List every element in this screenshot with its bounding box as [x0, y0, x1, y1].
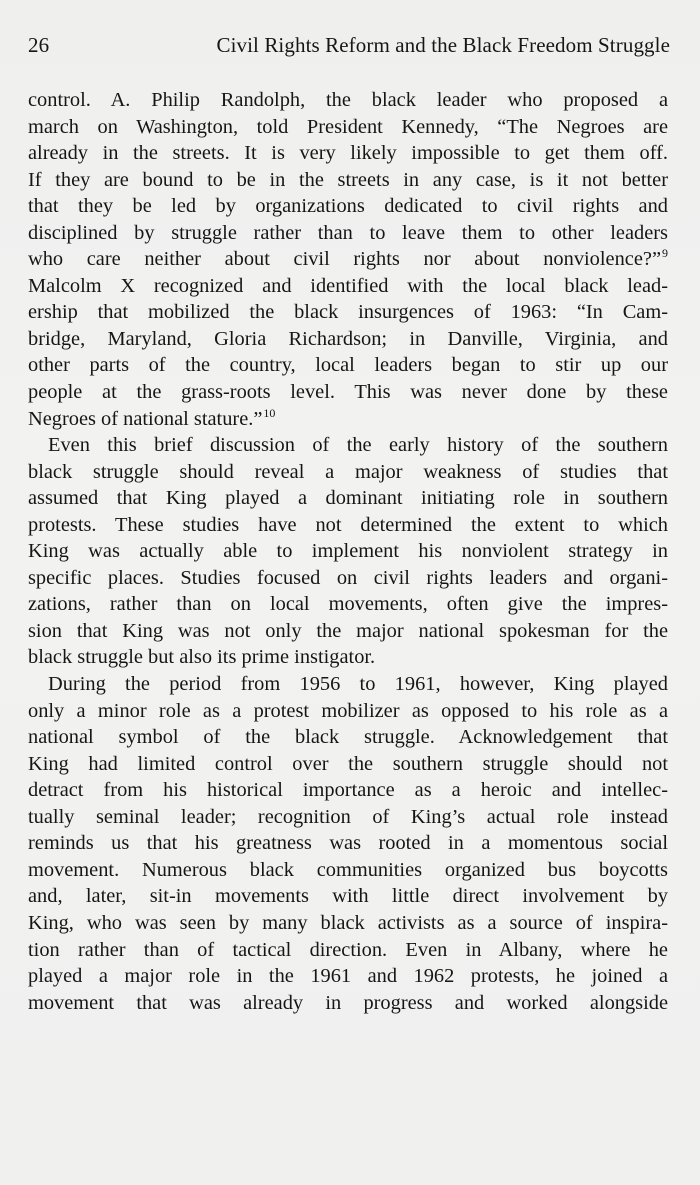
- text-line: [28, 618, 668, 645]
- paragraph-first-line: [28, 432, 668, 459]
- line-text: Negroes of national stature.”: [28, 407, 263, 430]
- text-line: [28, 751, 668, 778]
- text-line: [28, 326, 668, 353]
- text-line: [28, 167, 668, 194]
- line-text: ership that mobilized the black insurgences of 1963: “In Cam-: [28, 301, 668, 324]
- text-line: [28, 883, 668, 910]
- text-line: [28, 273, 668, 300]
- line-text: control. A. Philip Randolph, the black leader who proposed a: [28, 89, 668, 111]
- running-head: Civil Rights Reform and the Black Freedom Struggle: [216, 33, 670, 57]
- text-line: [28, 937, 668, 964]
- line-text: black struggle should reveal a major weakness of studies that: [28, 460, 668, 483]
- text-line: [28, 538, 668, 565]
- text-line: [28, 512, 668, 539]
- line-text: tually seminal leader; recognition of King’s actual role instead: [28, 805, 668, 828]
- line-text: other parts of the country, local leaders began to stir up our: [28, 354, 668, 377]
- text-line: [28, 352, 668, 379]
- body-text: [28, 87, 668, 1016]
- line-text: During the period from 1956 to 1961, however, King played: [48, 673, 668, 696]
- text-line: [28, 379, 668, 406]
- text-line: [28, 193, 668, 220]
- text-line: [28, 698, 668, 725]
- line-text: detract from his historical importance as a heroic and intellec-: [28, 779, 668, 802]
- line-text: sion that King was not only the major national spokesman for the: [28, 619, 668, 642]
- line-text: Even this brief discussion of the early history of the southern: [48, 434, 668, 457]
- text-line: [28, 459, 668, 486]
- text-line: [28, 140, 668, 167]
- line-text: specific places. Studies focused on civil rights leaders and organi-: [28, 566, 668, 589]
- line-text: black struggle but also its prime instigator.: [28, 646, 376, 669]
- line-text: that they be led by organizations dedicated to civil rights and: [28, 195, 668, 218]
- line-text: Malcolm X recognized and identified with the local black lead-: [28, 274, 668, 297]
- text-line: [28, 724, 668, 751]
- paragraph-first-line: [28, 671, 668, 698]
- line-text: assumed that King played a dominant initiating role in southern: [28, 487, 668, 510]
- text-line: [28, 857, 668, 884]
- line-text: tion rather than of tactical direction. Even in Albany, where he: [28, 938, 668, 961]
- text-line: [28, 591, 668, 618]
- line-text: played a major role in the 1961 and 1962 protests, he joined a: [28, 965, 668, 988]
- text-line: [28, 565, 668, 592]
- line-text: protests. These studies have not determined the extent to which: [28, 513, 668, 536]
- text-line: [28, 777, 668, 804]
- line-text: reminds us that his greatness was rooted in a momentous social: [28, 832, 668, 855]
- text-line: [28, 830, 668, 857]
- footnote-marker: 9: [662, 246, 668, 261]
- text-line: [28, 990, 668, 1017]
- line-text: King, who was seen by many black activists as a source of inspira-: [28, 911, 668, 934]
- line-text: If they are bound to be in the streets in any case, is it not better: [28, 168, 668, 191]
- line-text: people at the grass-roots level. This was never done by these: [28, 381, 668, 404]
- text-line: [28, 87, 668, 114]
- line-text: movement. Numerous black communities organized bus boycotts: [28, 858, 668, 881]
- text-line: [28, 910, 668, 937]
- line-text: King had limited control over the southern struggle should not: [28, 752, 668, 775]
- line-text: who care neither about civil rights nor about nonviolence?”: [28, 248, 661, 271]
- text-line: [28, 644, 668, 671]
- text-line: [28, 114, 668, 141]
- text-line: [28, 963, 668, 990]
- line-text: King was actually able to implement his nonviolent strategy in: [28, 540, 668, 563]
- text-line: [28, 804, 668, 831]
- line-text: bridge, Maryland, Gloria Richardson; in Danville, Virginia, and: [28, 327, 668, 350]
- line-text: only a minor role as a protest mobilizer as opposed to his role as a: [28, 699, 668, 722]
- text-line: [28, 485, 668, 512]
- line-text: and, later, sit-in movements with little direct involvement by: [28, 885, 668, 908]
- line-text: national symbol of the black struggle. Acknowledgement that: [28, 726, 668, 749]
- text-line: [28, 246, 668, 273]
- line-text: march on Washington, told President Kennedy, “The Negroes are: [28, 115, 668, 138]
- page-header: [28, 30, 670, 60]
- footnote-marker: 10: [263, 405, 276, 420]
- line-text: disciplined by struggle rather than to leave them to other leaders: [28, 221, 668, 244]
- text-line: [28, 220, 668, 247]
- line-text: already in the streets. It is very likely impossible to get them off.: [28, 142, 668, 165]
- page-number: 26: [28, 33, 50, 57]
- line-text: movement that was already in progress and worked alongside: [28, 991, 668, 1014]
- text-line: [28, 299, 668, 326]
- line-text: zations, rather than on local movements, often give the impres-: [28, 593, 668, 616]
- text-line: [28, 406, 668, 433]
